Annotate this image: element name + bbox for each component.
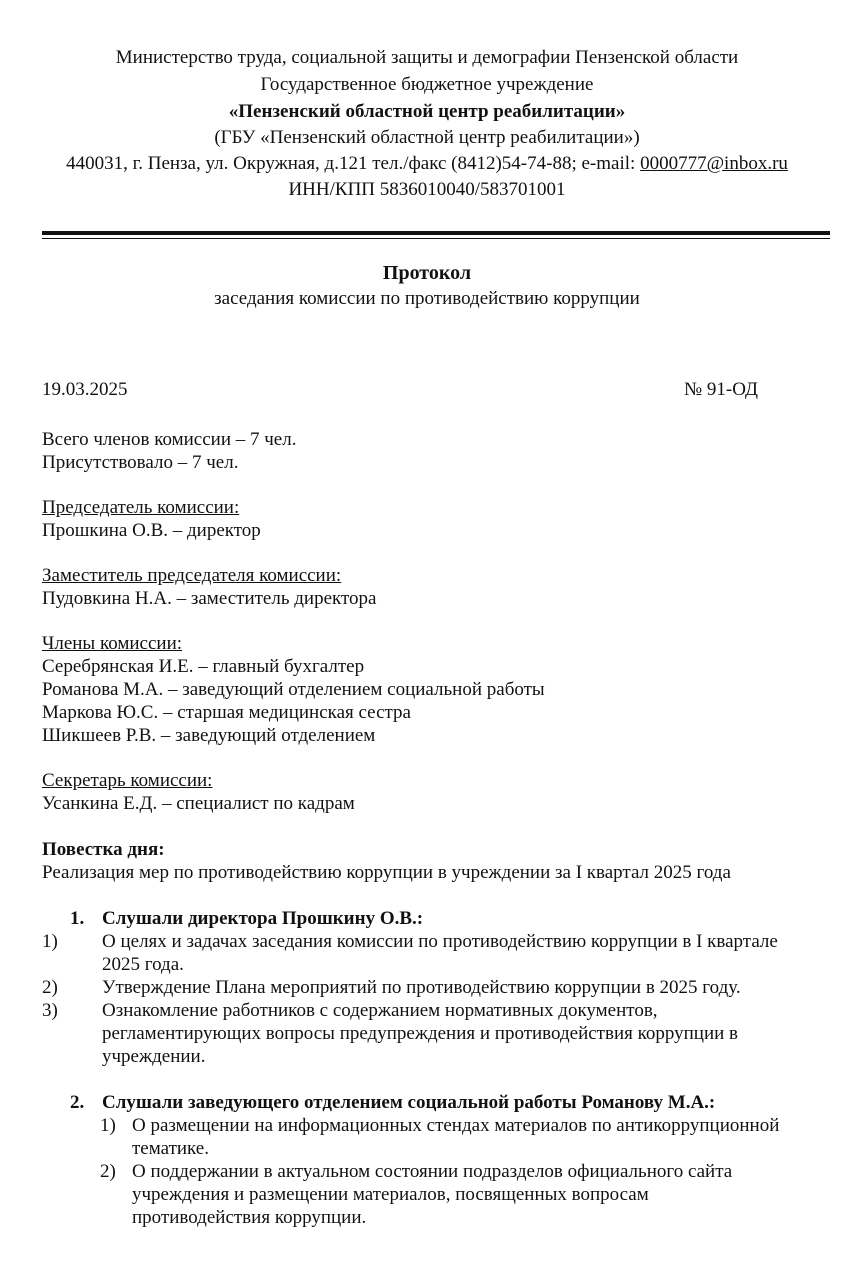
member-item: Шикшеев Р.В. – заведующий отделением	[42, 725, 376, 746]
org-type-line: Государственное бюджетное учреждение	[260, 74, 594, 95]
secretary-heading: Секретарь комиссии:	[42, 770, 213, 791]
member-item: Серебрянская И.Е. – главный бухгалтер	[42, 656, 365, 677]
section-1-item-1-number: 1)	[42, 931, 58, 952]
section-1-item-1-line: 2025 года.	[102, 954, 184, 975]
agenda-text: Реализация мер по противодействию коррупции в учреждении за I квартал 2025 года	[42, 862, 731, 883]
section-1-number: 1.	[70, 908, 85, 929]
attendance-total: Всего членов комиссии – 7 чел.	[42, 429, 297, 450]
deputy-heading: Заместитель председателя комиссии:	[42, 565, 342, 586]
inn-line: ИНН/КПП 5836010040/583701001	[288, 179, 566, 200]
org-name-line: «Пензенский областной центр реабилитации»	[228, 101, 626, 122]
section-2-item-1-line: тематике.	[132, 1138, 209, 1159]
section-2-item-1-number: 1)	[100, 1115, 116, 1136]
section-2-item-2-line: противодействия коррупции.	[132, 1207, 367, 1228]
section-1-item-1-line: О целях и задачах заседания комиссии по противодействию коррупции в I квартале	[102, 931, 778, 952]
ministry-line: Министерство труда, социальной защиты и демографии Пензенской области	[115, 47, 739, 68]
section-1-item-3-line: учреждении.	[102, 1046, 206, 1067]
section-1-item-3-line: регламентирующих вопросы предупреждения и противодействия коррупции в	[102, 1023, 739, 1044]
attendance-present: Присутствовало – 7 чел.	[42, 452, 239, 473]
section-2-item-2-number: 2)	[100, 1161, 116, 1182]
section-2-item-2-line: О поддержании в актуальном состоянии подразделов официального сайта	[132, 1161, 733, 1182]
member-item: Маркова Ю.С. – старшая медицинская сестра	[42, 702, 411, 723]
section-2-number: 2.	[70, 1092, 85, 1113]
email-link[interactable]: 0000777@inbox.ru	[640, 153, 788, 174]
page-subtitle: заседания комиссии по противодействию коррупции	[214, 288, 640, 309]
address-line	[0, 152, 854, 176]
member-item: Романова М.А. – заведующий отделением социальной работы	[42, 679, 545, 700]
section-2-item-1-line: О размещении на информационных стендах материалов по антикоррупционной	[132, 1115, 780, 1136]
section-1-item-3-number: 3)	[42, 1000, 58, 1021]
section-1-item-3-line: Ознакомление работников с содержанием нормативных документов,	[102, 1000, 658, 1021]
header-divider-thick	[42, 231, 830, 235]
members-heading: Члены комиссии:	[42, 633, 183, 654]
agenda-heading: Повестка дня:	[42, 839, 165, 860]
deputy-name: Пудовкина Н.А. – заместитель директора	[42, 588, 377, 609]
chairman-heading: Председатель комиссии:	[42, 497, 240, 518]
section-2-item-2-line: учреждения и размещении материалов, посвященных вопросам	[132, 1184, 649, 1205]
secretary-name: Усанкина Е.Д. – специалист по кадрам	[42, 793, 355, 814]
section-1-item-2-line: Утверждение Плана мероприятий по противодействию коррупции в 2025 году.	[102, 977, 741, 998]
section-2-title: Слушали заведующего отделением социальной работы Романову М.А.:	[102, 1092, 716, 1113]
document-date: 19.03.2025	[42, 379, 128, 400]
address-text: 440031, г. Пенза, ул. Окружная, д.121 тел./факс (8412)54-74-88; e-mail:	[66, 153, 641, 174]
section-1-item-2-number: 2)	[42, 977, 58, 998]
chairman-name: Прошкина О.В. – директор	[42, 520, 261, 541]
section-1-title: Слушали директора Прошкину О.В.:	[102, 908, 424, 929]
document-number: № 91-ОД	[684, 379, 758, 400]
header-divider-thin	[42, 238, 830, 239]
page-title: Протокол	[382, 262, 472, 284]
org-short-line: (ГБУ «Пензенский областной центр реабилитации»)	[214, 127, 640, 148]
